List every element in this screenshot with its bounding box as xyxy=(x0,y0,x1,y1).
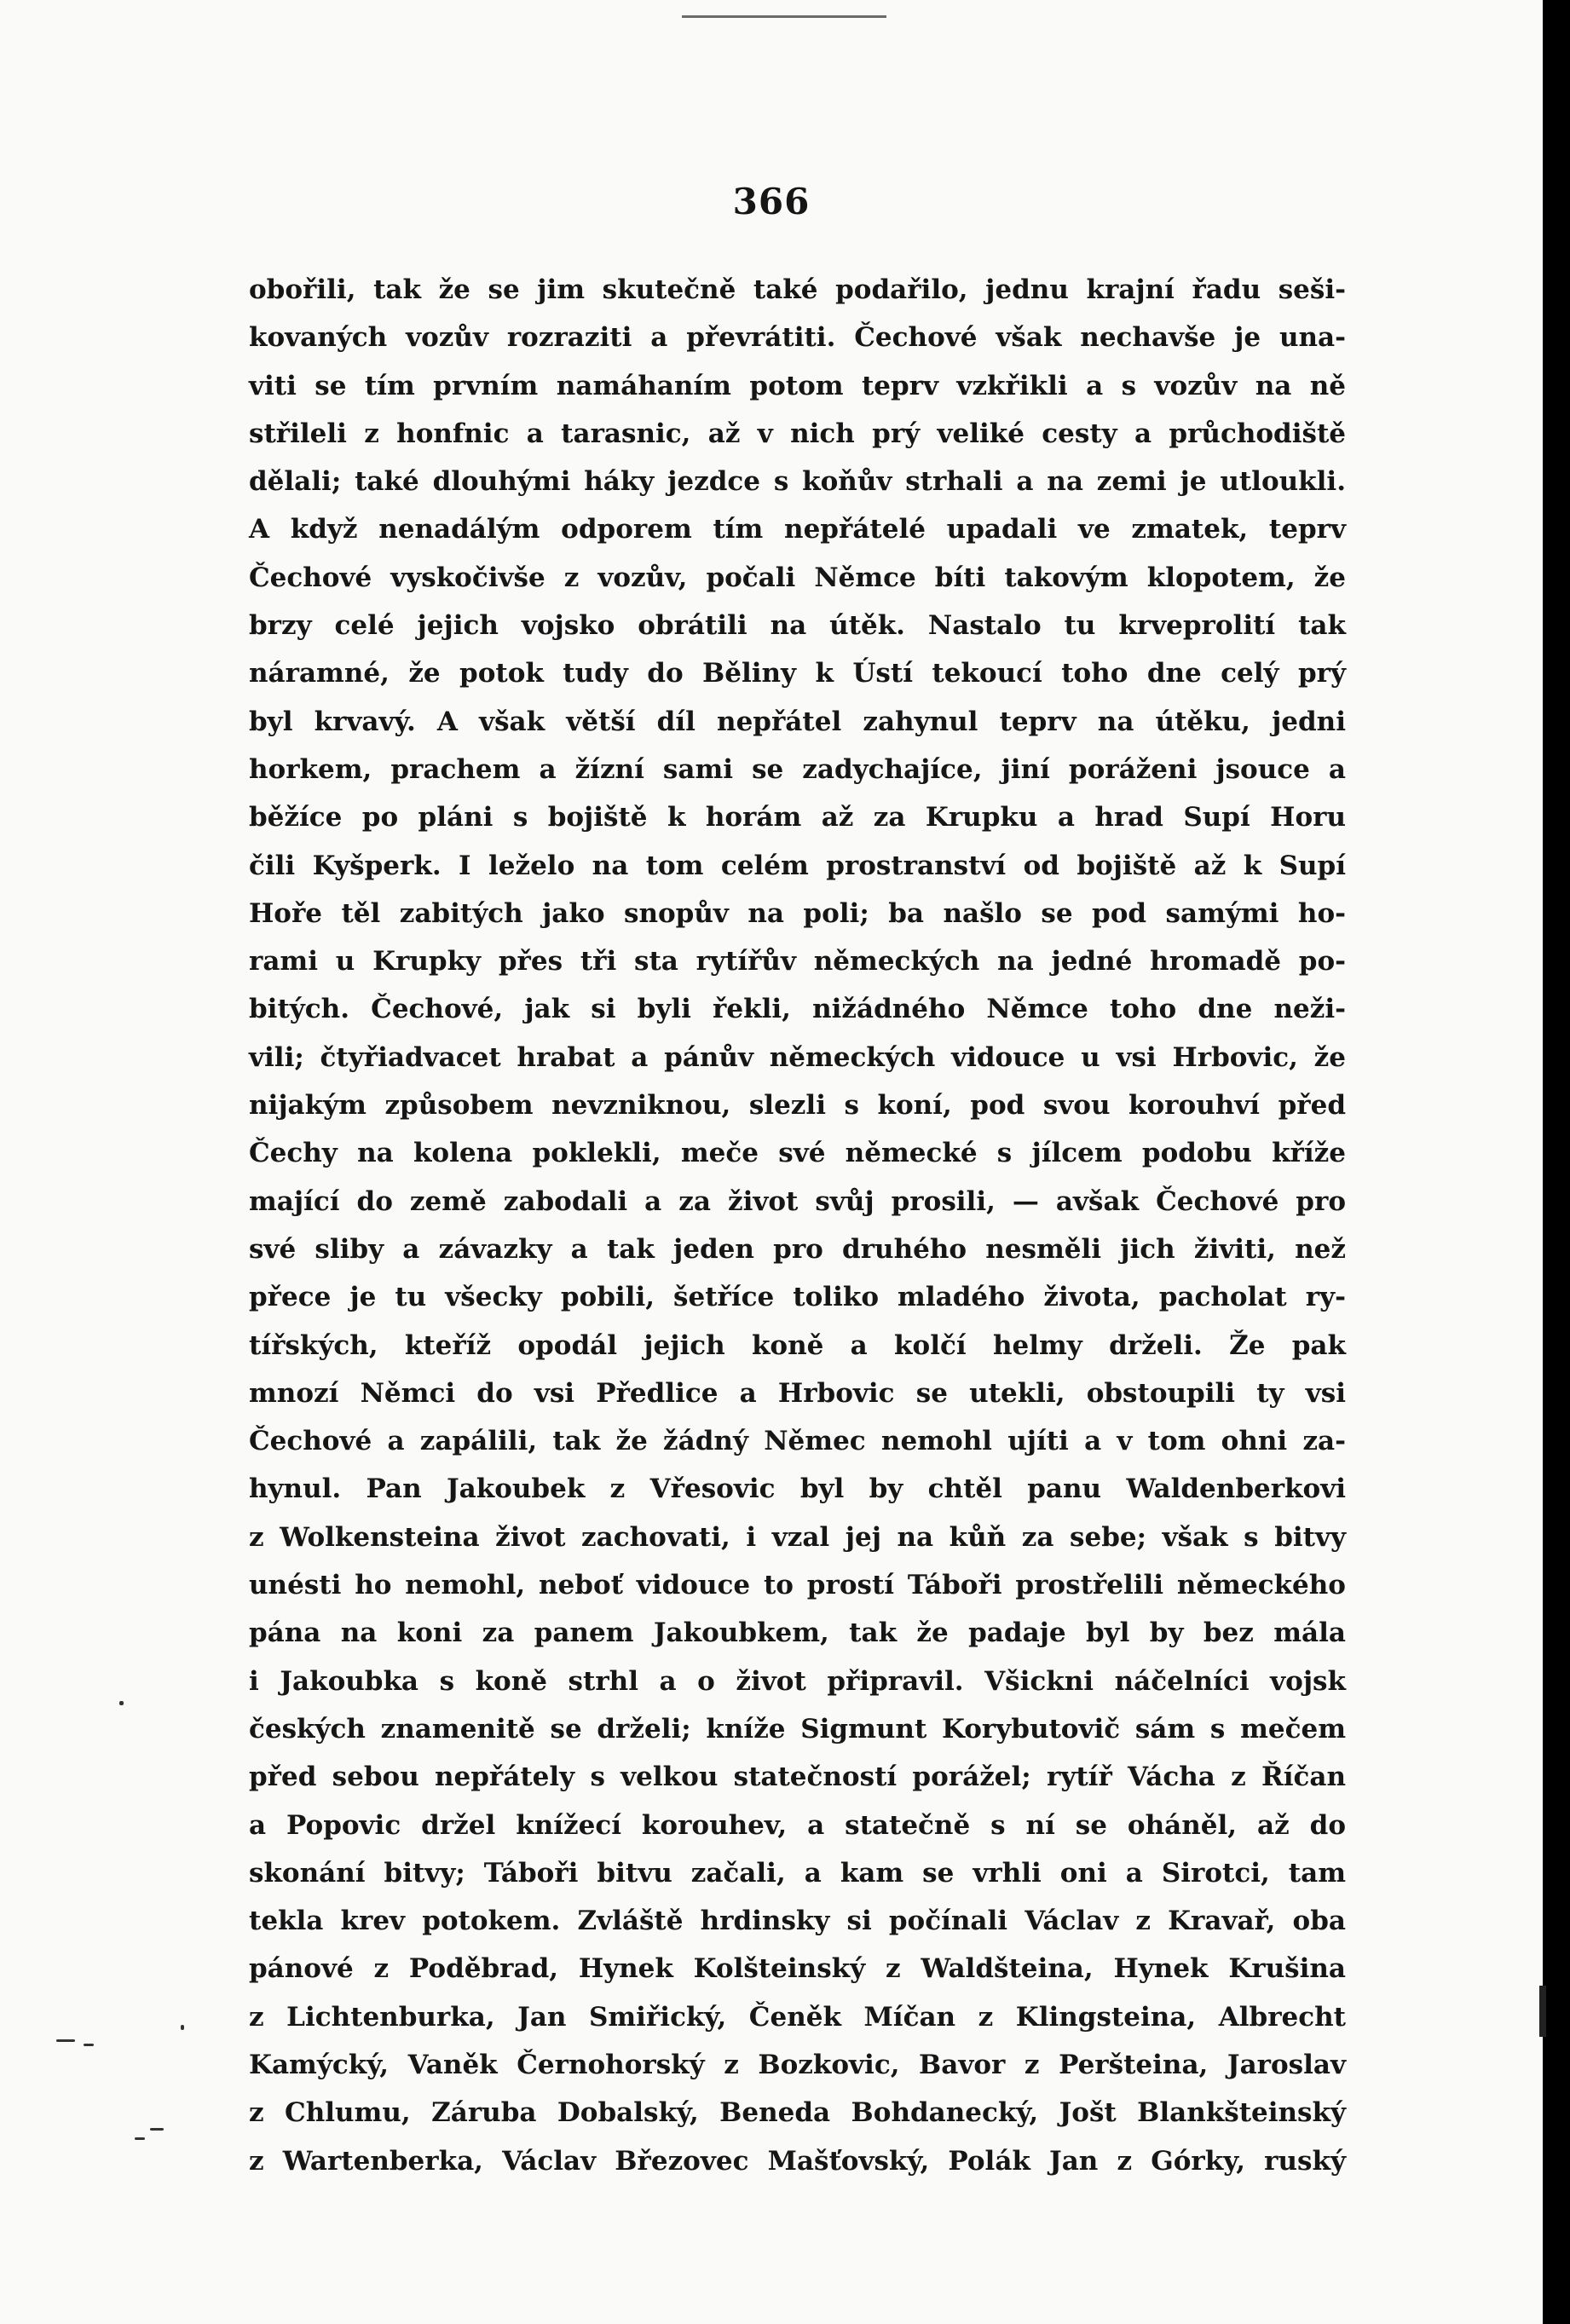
text-line-39: z Chlumu, Záruba Dobalský, Beneda Bohdanecký, Jošt Blankšteinský xyxy=(249,2097,1346,2129)
scan-speck xyxy=(56,2039,75,2042)
scan-border xyxy=(1543,0,1570,2324)
text-line-38: Kamýcký, Vaněk Černohorský z Bozkovic, Bavor z Peršteina, Jaroslav xyxy=(249,2049,1346,2080)
text-line-29: pána na koni za panem Jakoubkem, tak že padaje byl by bez mála xyxy=(249,1618,1346,1649)
text-line-25: Čechové a zapálili, tak že žádný Němec nemohl ujíti a v tom ohni za- xyxy=(249,1426,1346,1457)
text-line-7: Čechové vyskočivše z vozův, počali Němce bíti takovým klopotem, že xyxy=(249,562,1346,593)
text-line-23: tířských, kteříž opodál jejich koně a kolčí helmy drželi. Že pak xyxy=(249,1329,1346,1361)
text-line-10: byl krvavý. A však větší díl nepřátel zahynul teprv na útěku, jedni xyxy=(249,706,1346,737)
text-line-40: z Wartenberka, Václav Březovec Mašťovský, Polák Jan z Górky, ruský xyxy=(249,2145,1346,2177)
text-line-36: pánové z Poděbrad, Hynek Kolšteinský z Waldšteina, Hynek Krušina xyxy=(249,1953,1346,1985)
text-line-30: i Jakoubka s koně strhl a o život připravil. Všickni náčelníci vojsk xyxy=(249,1665,1346,1697)
text-line-2: kovaných vozův rozraziti a převrátiti. Čechové však nechavše je una- xyxy=(249,322,1346,354)
text-line-11: horkem, prachem a žízní sami se zadychajíce, jiní poráženi jsouce a xyxy=(249,753,1346,785)
text-line-8: brzy celé jejich vojsko obrátili na útěk. Nastalo tu krveprolití tak xyxy=(249,610,1346,642)
text-line-35: tekla krev potokem. Zvláště hrdinsky si počínali Václav z Kravař, oba xyxy=(249,1906,1346,1937)
text-line-4: střileli z honfnic a tarasnic, až v nich prý veliké cesty a průchodiště xyxy=(249,418,1346,449)
text-line-27: z Wolkensteina život zachovati, i vzal jej na kůň za sebe; však s bitvy xyxy=(249,1521,1346,1553)
text-line-33: a Popovic držel knížecí korouhev, a statečně s ní se oháněl, až do xyxy=(249,1809,1346,1841)
text-line-21: své sliby a závazky a tak jeden pro druhého nesměli jich živiti, než xyxy=(249,1233,1346,1265)
scan-speck xyxy=(84,2044,94,2046)
text-line-12: běžíce po pláni s bojiště k horám až za Krupku a hrad Supí Horu xyxy=(249,802,1346,833)
text-line-19: Čechy na kolena poklekli, meče své německé s jílcem podobu kříže xyxy=(249,1138,1346,1169)
text-line-5: dělali; také dlouhými háky jezdce s koňův strhali a na zemi je utloukli. xyxy=(249,466,1346,498)
text-line-1: obořili, tak že se jim skutečně také podařilo, jednu krajní řadu seši- xyxy=(249,274,1346,305)
text-line-17: vili; čtyřiadvacet hrabat a pánův německých vidouce u vsi Hrbovic, že xyxy=(249,1041,1346,1073)
scan-speck xyxy=(119,1701,124,1705)
text-line-32: před sebou nepřátely s velkou statečností porážel; rytíř Vácha z Říčan xyxy=(249,1762,1346,1793)
scan-speck xyxy=(135,2137,145,2140)
text-line-18: nijakým způsobem nevzniknou, slezli s koní, pod svou korouhví před xyxy=(249,1090,1346,1122)
text-line-3: viti se tím prvním namáhaním potom teprv vzkřikli a s vozův na ně xyxy=(249,370,1346,401)
text-line-13: čili Kyšperk. I leželo na tom celém prostranství od bojiště až k Supí xyxy=(249,850,1346,881)
text-line-15: rami u Krupky přes tři sta rytířův německých na jedné hromadě po- xyxy=(249,946,1346,977)
scan-speck xyxy=(150,2128,164,2131)
scan-speck xyxy=(181,2025,184,2030)
text-line-14: Hoře těl zabitých jako snopův na poli; ba našlo se pod samými ho- xyxy=(249,897,1346,929)
text-line-37: z Lichtenburka, Jan Smiřický, Čeněk Míčan z Klingsteina, Albrecht xyxy=(249,2001,1346,2033)
text-line-28: unésti ho nemohl, neboť vidouce to prostí Táboři prostřelili německého xyxy=(249,1570,1346,1601)
text-line-34: skonání bitvy; Táboři bitvu začali, a kam se vrhli oni a Sirotci, tam xyxy=(249,1857,1346,1889)
text-line-31: českých znamenitě se drželi; kníže Sigmunt Korybutovič sám s mečem xyxy=(249,1713,1346,1744)
text-line-20: mající do země zabodali a za život svůj prosili, — avšak Čechové pro xyxy=(249,1185,1346,1217)
text-line-6: A když nenadálým odporem tím nepřátelé upadali ve zmatek, teprv xyxy=(249,514,1346,545)
text-line-16: bitých. Čechové, jak si byli řekli, nižádného Němce toho dne neži- xyxy=(249,994,1346,1025)
text-line-26: hynul. Pan Jakoubek z Vřesovic byl by chtěl panu Waldenberkovi xyxy=(249,1473,1346,1505)
page-number: 366 xyxy=(732,181,811,222)
text-line-22: přece je tu všecky pobili, šetříce toliko mladého života, pacholat ry- xyxy=(249,1282,1346,1313)
text-line-24: mnozí Němci do vsi Předlice a Hrbovic se utekli, obstoupili ty vsi xyxy=(249,1377,1346,1409)
body-text xyxy=(249,266,1346,2185)
text-line-9: náramné, že potok tudy do Běliny k Ústí tekoucí toho dne celý prý xyxy=(249,658,1346,689)
top-rule xyxy=(682,15,886,18)
scan-edge-mark xyxy=(1539,1986,1546,2037)
